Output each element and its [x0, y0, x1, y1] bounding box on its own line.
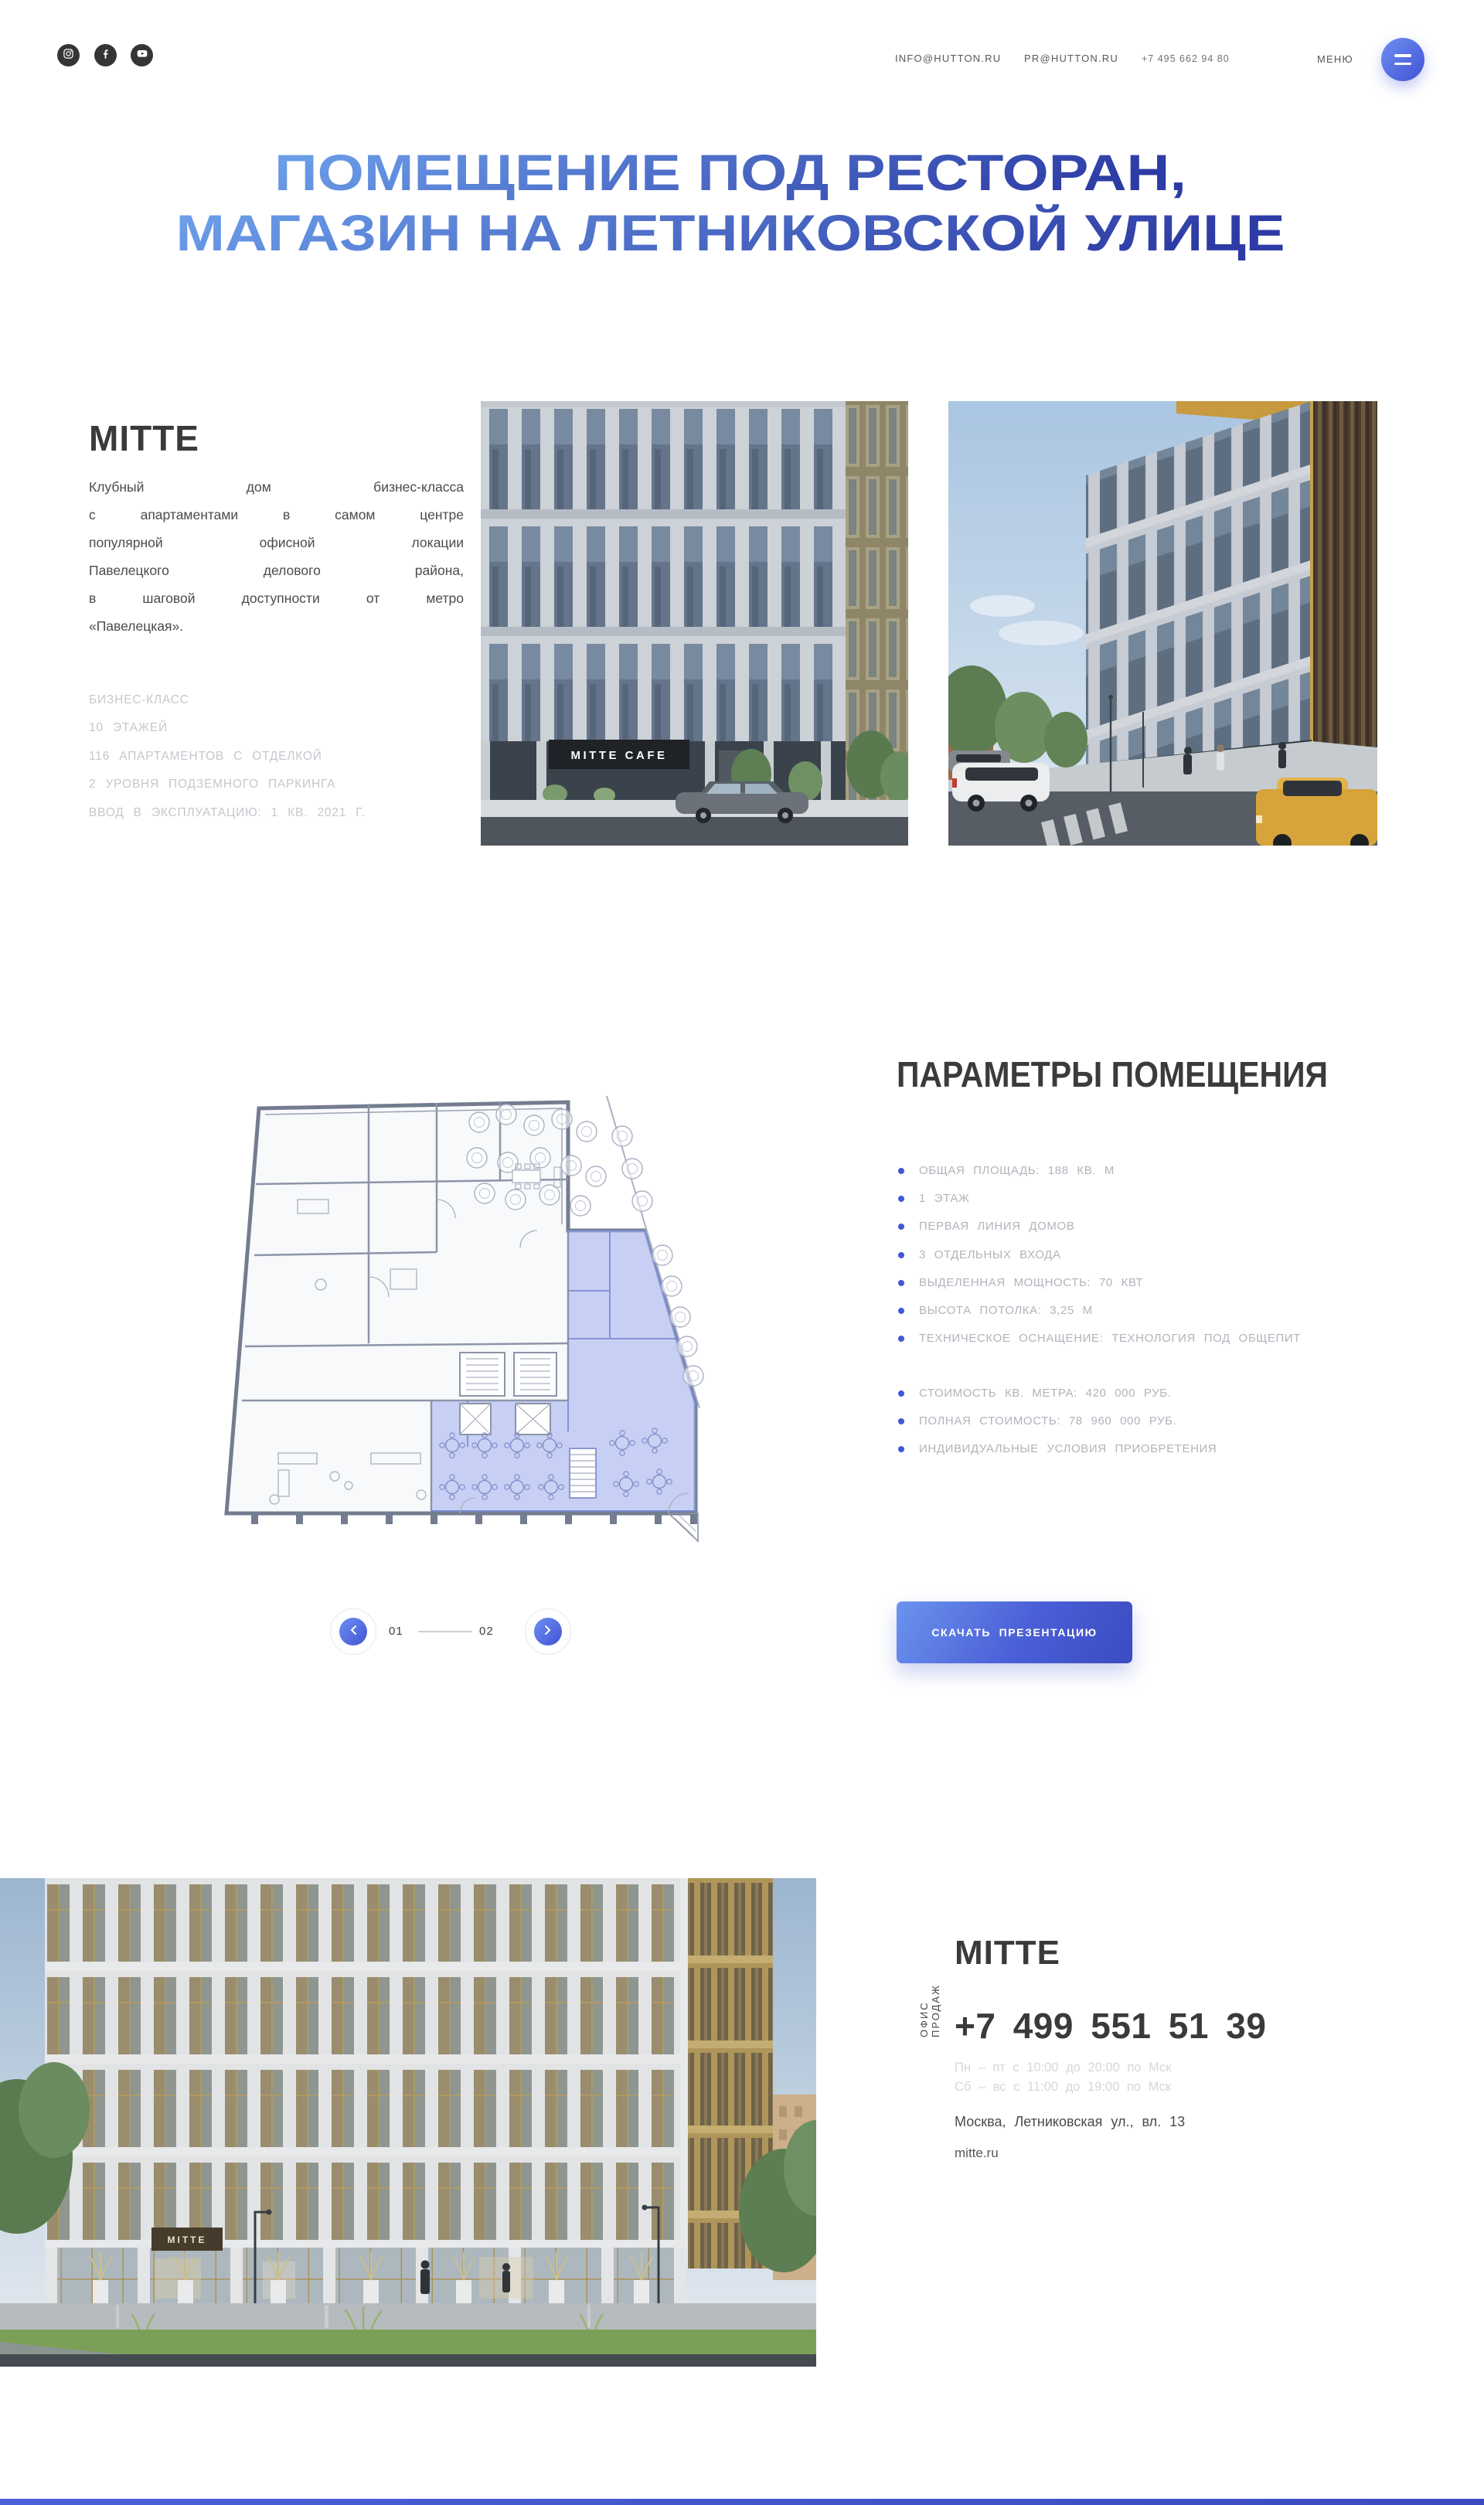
hours-line: Пн – пт с 10:00 до 20:00 по Мск: [955, 2061, 1172, 2074]
project-description: [89, 473, 464, 640]
parameter-item: ВЫСОТА ПОТОЛКА: 3,25 М: [897, 1297, 1301, 1325]
plan-page-current: 01: [389, 1625, 403, 1638]
sales-office-label: ОФИС ПРОДАЖ: [918, 1983, 941, 2037]
description-line: «Павелецкая».: [89, 618, 184, 634]
parameter-item: СТОИМОСТЬ КВ. МЕТРА: 420 000 РУБ.: [897, 1380, 1217, 1407]
hero-title-line2: МАГАЗИН НА ЛЕТНИКОВСКОЙ УЛИЦЕ: [175, 204, 1138, 261]
hero-title-line1: ПОМЕЩЕНИЕ ПОД РЕСТОРАН,: [274, 144, 1186, 201]
plan-page-divider: [418, 1631, 472, 1632]
parameters-group-2: [897, 1380, 1217, 1464]
fact-line: ВВОД В ЭКСПЛУАТАЦИЮ: 1 КВ. 2021 Г.: [89, 805, 366, 819]
download-presentation-button[interactable]: СКАЧАТЬ ПРЕЗЕНТАЦИЮ: [897, 1601, 1132, 1663]
fact-line: 116 АПАРТАМЕНТОВ С ОТДЕЛКОЙ: [89, 749, 322, 763]
photo-street-view: [948, 401, 1377, 846]
awning-sign-text: MITTE: [167, 2234, 207, 2245]
description-line: Клубный дом бизнес-класса: [89, 479, 464, 495]
contact-address: Москва, Летниковская ул., вл. 13: [955, 2114, 1186, 2129]
menu-label[interactable]: МЕНЮ: [1317, 53, 1353, 65]
parameter-item: ПОЛНАЯ СТОИМОСТЬ: 78 960 000 РУБ.: [897, 1407, 1217, 1435]
bottom-accent-bar: [0, 2499, 1484, 2505]
project-facts: [89, 686, 366, 827]
parameter-item: ОБЩАЯ ПЛОЩАДЬ: 188 КВ. М: [897, 1157, 1301, 1185]
mitte-awning: [151, 2228, 223, 2251]
cafe-sign-text: MITTE CAFE: [570, 749, 668, 762]
floor-plan[interactable]: [205, 1091, 706, 1546]
parameter-item: ВЫДЕЛЕННАЯ МОЩНОСТЬ: 70 КВТ: [897, 1269, 1301, 1297]
svg-text:ПАРАМЕТРЫ ПОМЕЩЕНИЯ: ПАРАМЕТРЫ ПОМЕЩЕНИЯ: [897, 1054, 1328, 1094]
photo-facade-mitte-cafe: [481, 401, 908, 846]
chevron-right-icon: [544, 1625, 552, 1639]
instagram-icon: [63, 48, 74, 63]
hero-title: [0, 130, 1484, 284]
plan-page-total: 02: [479, 1625, 494, 1638]
parameter-item: ПЕРВАЯ ЛИНИЯ ДОМОВ: [897, 1213, 1301, 1241]
fact-line: 10 ЭТАЖЕЙ: [89, 721, 168, 735]
project-name: MITTE: [89, 418, 199, 458]
social-facebook-button[interactable]: [94, 44, 117, 66]
cafe-awning: [549, 740, 689, 769]
youtube-icon: [136, 47, 148, 63]
photo-building-street: [0, 1878, 816, 2367]
plan-next-button[interactable]: [525, 1608, 571, 1655]
header-phone[interactable]: +7 495 662 94 80: [1142, 53, 1230, 64]
hours-line: Сб – вс с 11:00 до 19:00 по Мск: [955, 2080, 1171, 2094]
fact-line: БИЗНЕС-КЛАСС: [89, 693, 189, 706]
chevron-left-icon: [349, 1625, 357, 1639]
plan-prev-button[interactable]: [330, 1608, 376, 1655]
menu-button[interactable]: [1381, 38, 1424, 81]
facebook-icon: [100, 48, 111, 63]
header-email-pr[interactable]: PR@HUTTON.RU: [1024, 53, 1118, 64]
contact-site-link[interactable]: mitte.ru: [955, 2146, 999, 2160]
parameters-group-1: [897, 1157, 1301, 1353]
description-line: Павелецкого делового района,: [89, 563, 464, 578]
contact-hours: [955, 2058, 1171, 2097]
social-youtube-button[interactable]: [131, 44, 153, 66]
parameter-item: ТЕХНИЧЕСКОЕ ОСНАЩЕНИЕ: ТЕХНОЛОГИЯ ПОД ОБЩЕПИТ: [897, 1325, 1301, 1353]
parameters-heading: [897, 1051, 1345, 1099]
contact-phone[interactable]: +7 499 551 51 39: [955, 2006, 1267, 2046]
parameter-item: 3 ОТДЕЛЬНЫХ ВХОДА: [897, 1241, 1301, 1269]
parameter-item: 1 ЭТАЖ: [897, 1185, 1301, 1213]
header-email-info[interactable]: INFO@HUTTON.RU: [895, 53, 1002, 64]
social-instagram-button[interactable]: [57, 44, 80, 66]
contact-project-name: MITTE: [955, 1934, 1060, 1972]
description-line: в шаговой доступности от метро: [89, 591, 464, 606]
description-line: популярной офисной локации: [89, 535, 464, 550]
description-line: с апартаментами в самом центре: [89, 507, 464, 522]
fact-line: 2 УРОВНЯ ПОДЗЕМНОГО ПАРКИНГА: [89, 778, 336, 791]
hamburger-icon: [1394, 54, 1411, 65]
parameter-item: ИНДИВИДУАЛЬНЫЕ УСЛОВИЯ ПРИОБРЕТЕНИЯ: [897, 1435, 1217, 1463]
